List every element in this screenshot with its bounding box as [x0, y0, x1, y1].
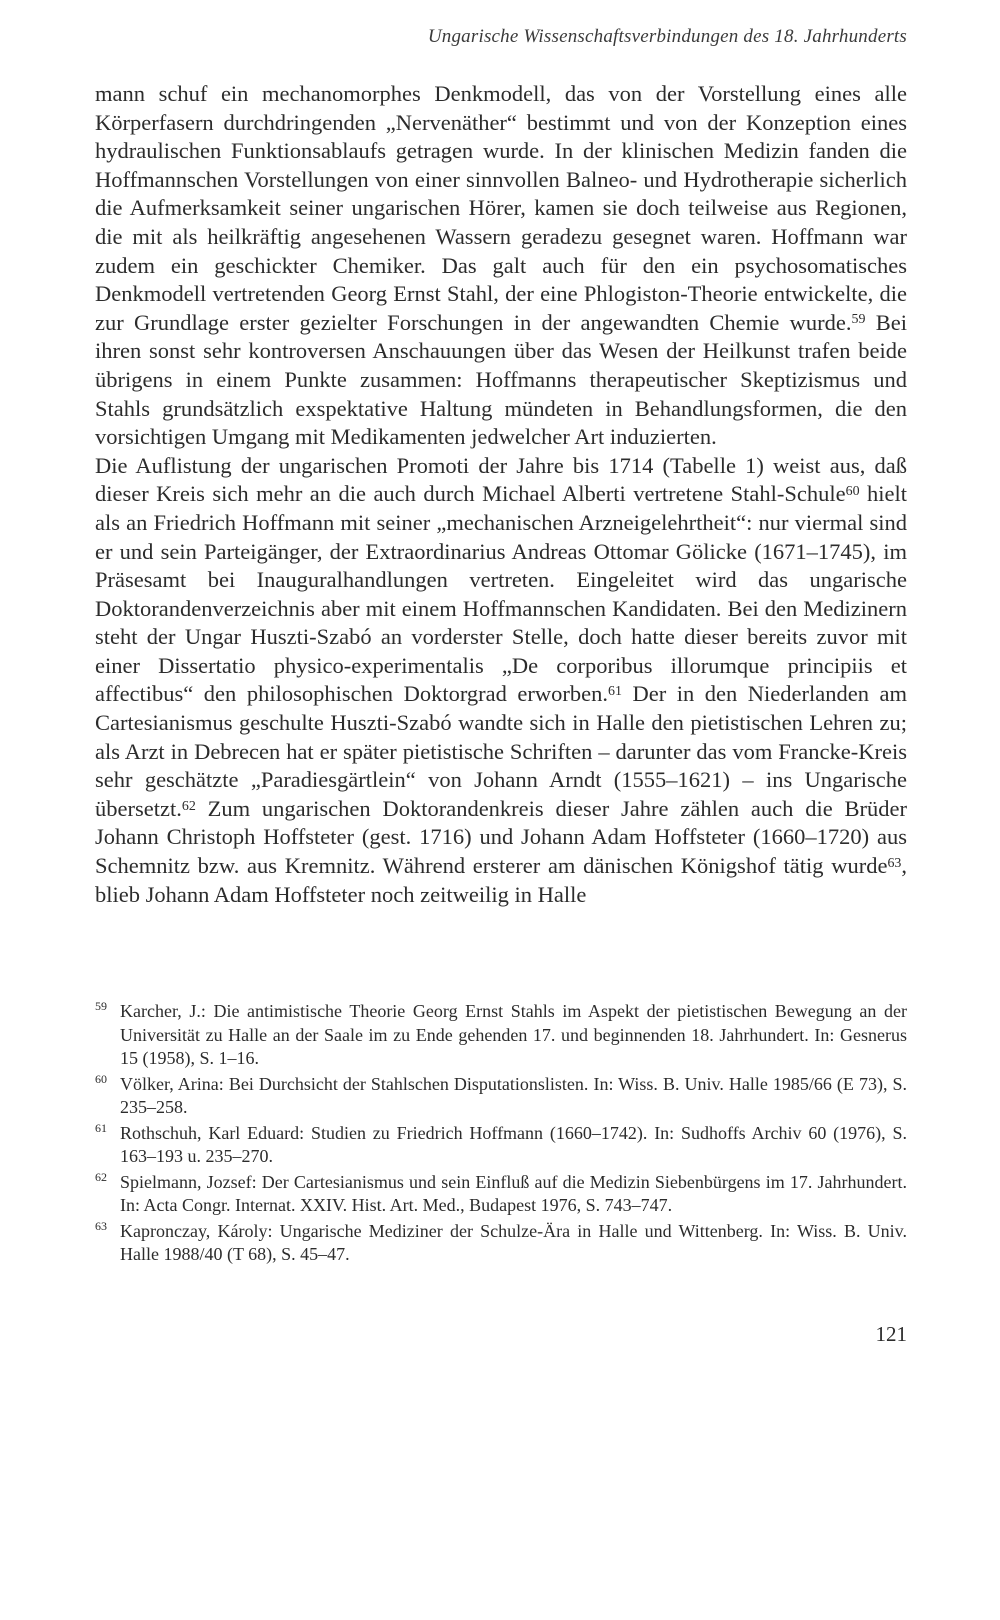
paragraph-1 — [95, 80, 907, 452]
footnote-number: 60 — [95, 1071, 107, 1086]
footnote-60 — [95, 1073, 907, 1120]
paragraph-2-text-e: , blieb Johann Adam Hoffsteter noch zeitweilig in Halle — [95, 853, 907, 907]
footnote-ref-60[interactable]: 60 — [845, 484, 860, 500]
paragraph-2-text-b: hielt als an Friedrich Hoffmann mit seiner „mechanischen Arzneigelehrtheit“: nur viermal sind er und sein Parteigänger, der Extraordinarius Andreas Ottomar Gölicke (1671–1745), im Präsesamt bei Inauguralhandlungen vertreten. Eingeleitet wird das ungarische Doktorandenverzeichnis aber mit einem Hoffmannschen Kandidaten. Bei den Medizinern steht der Ungar Huszti-Szabó an vorderster Stelle, doch hatte dieser bereits zuvor mit einer Dissertatio physico-experimentalis „De corporibus illorumque principiis et affectibus“ den philosophischen Doktorgrad erworben. — [95, 481, 907, 707]
footnote-text: Kapronczay, Károly: Ungarische Mediziner der Schulze-Ära in Halle und Wittenberg. In: Wiss. B. Univ. Halle 1988/40 (T 68), S. 45–47. — [120, 1220, 907, 1264]
footnote-text: Rothschuh, Karl Eduard: Studien zu Friedrich Hoffmann (1660–1742). In: Sudhoffs Archiv 60 (1976), S. 163–193 u. 235–270. — [120, 1122, 907, 1166]
footnote-text: Karcher, J.: Die antimistische Theorie Georg Ernst Stahls im Aspekt der pietistischen Bewegung an der Universität zu Halle an der Saale im zu Ende gehenden 17. und beginnenden 18. Jahrhundert. In: Gesnerus 15 (1958), S. 1–16. — [120, 1001, 907, 1068]
footnote-63 — [95, 1220, 907, 1267]
paragraph-2-text-c: Der in den Niederlanden am Cartesianismus geschulte Huszti-Szabó wandte sich in Halle den pietistischen Lehren zu; als Arzt in Debrecen hat er später pietistische Schriften – darunter das vom Francke-Kreis sehr geschätzte „Paradiesgärtlein“ von Johann Arndt (1555–1621) – ins Ungarische übersetzt. — [95, 681, 907, 821]
footnote-ref-61[interactable]: 61 — [608, 684, 622, 700]
paragraph-2-text-a: Die Auflistung der ungarischen Promoti der Jahre bis 1714 (Tabelle 1) weist aus, daß dieser Kreis sich mehr an die auch durch Michael Alberti vertretene Stahl-Schule — [95, 452, 907, 507]
footnote-text: Spielmann, Jozsef: Der Cartesianismus und sein Einfluß auf die Medizin Siebenbürgens im 17. Jahrhundert. In: Acta Congr. Internat. XXIV. Hist. Art. Med., Budapest 1976, S. 743–747. — [120, 1171, 907, 1215]
footnote-number: 62 — [95, 1169, 107, 1184]
paragraph-1-text-b: Bei ihren sonst sehr kontroversen Anschauungen über das Wesen der Heilkunst trafen beide übrigens in einem Punkte zusammen: Hoffmanns therapeutischer Skeptizismus und Stahls grundsätzlich exspektative Haltung mündeten in Behandlungsformen, die den vorsichtigen Umgang mit Medikamenten jedwelcher Art induzierten. — [95, 309, 907, 450]
footnotes — [95, 1000, 907, 1269]
running-head: Ungarische Wissenschaftsverbindungen des 18. Jahrhunderts — [427, 26, 907, 47]
paragraph-2-text-d: Zum ungarischen Doktorandenkreis dieser Jahre zählen auch die Brüder Johann Christoph Hoffsteter (gest. 1716) und Johann Adam Hoffsteter (1660–1720) aus Schemnitz bzw. aus Kremnitz. Während ersterer am dänischen Königshof tätig wurde — [95, 795, 907, 879]
footnote-number: 59 — [95, 999, 107, 1013]
page-number: 121 — [875, 1322, 907, 1346]
footnote-62 — [95, 1171, 907, 1218]
footnote-text: Völker, Arina: Bei Durchsicht der Stahlschen Disputationslisten. In: Wiss. B. Univ. Halle 1985/66 (E 73), S. 235–258. — [120, 1073, 907, 1117]
main-text — [95, 80, 907, 909]
footnote-ref-62[interactable]: 62 — [181, 798, 196, 814]
footnote-59 — [95, 1000, 907, 1071]
footnote-ref-59[interactable]: 59 — [851, 312, 866, 328]
paragraph-1-text-a: mann schuf ein mechanomorphes Denkmodell, das von der Vorstellung eines alle Körperfasern durchdringenden „Nervenäther“ bestimmt und von der Konzeption eines hydraulischen Funktionsablaufs getragen wurde. In der klinischen Medizin fanden die Hoffmannschen Vorstellungen von einer sinnvollen Balneo- und Hydrotherapie sicherlich die Aufmerksamkeit seiner ungarischen Hörer, kamen sie doch teilweise aus Regionen, die mit als heilkräftig angesehenen Wassern geradezu gesegnet waren. Hoffmann war zudem ein geschickter Chemiker. Das galt auch für den ein psychosomatisches Denkmodell vertretenden Georg Ernst Stahl, der eine Phlogiston-Theorie entwickelte, die zur Grundlage erster gezielter Forschungen in der angewandten Chemie wurde. — [95, 81, 907, 335]
footnote-number: 61 — [95, 1120, 107, 1135]
paragraph-2 — [95, 452, 907, 910]
footnote-ref-63[interactable]: 63 — [887, 855, 902, 871]
footnote-61 — [95, 1122, 907, 1169]
footnote-number: 63 — [95, 1218, 107, 1233]
